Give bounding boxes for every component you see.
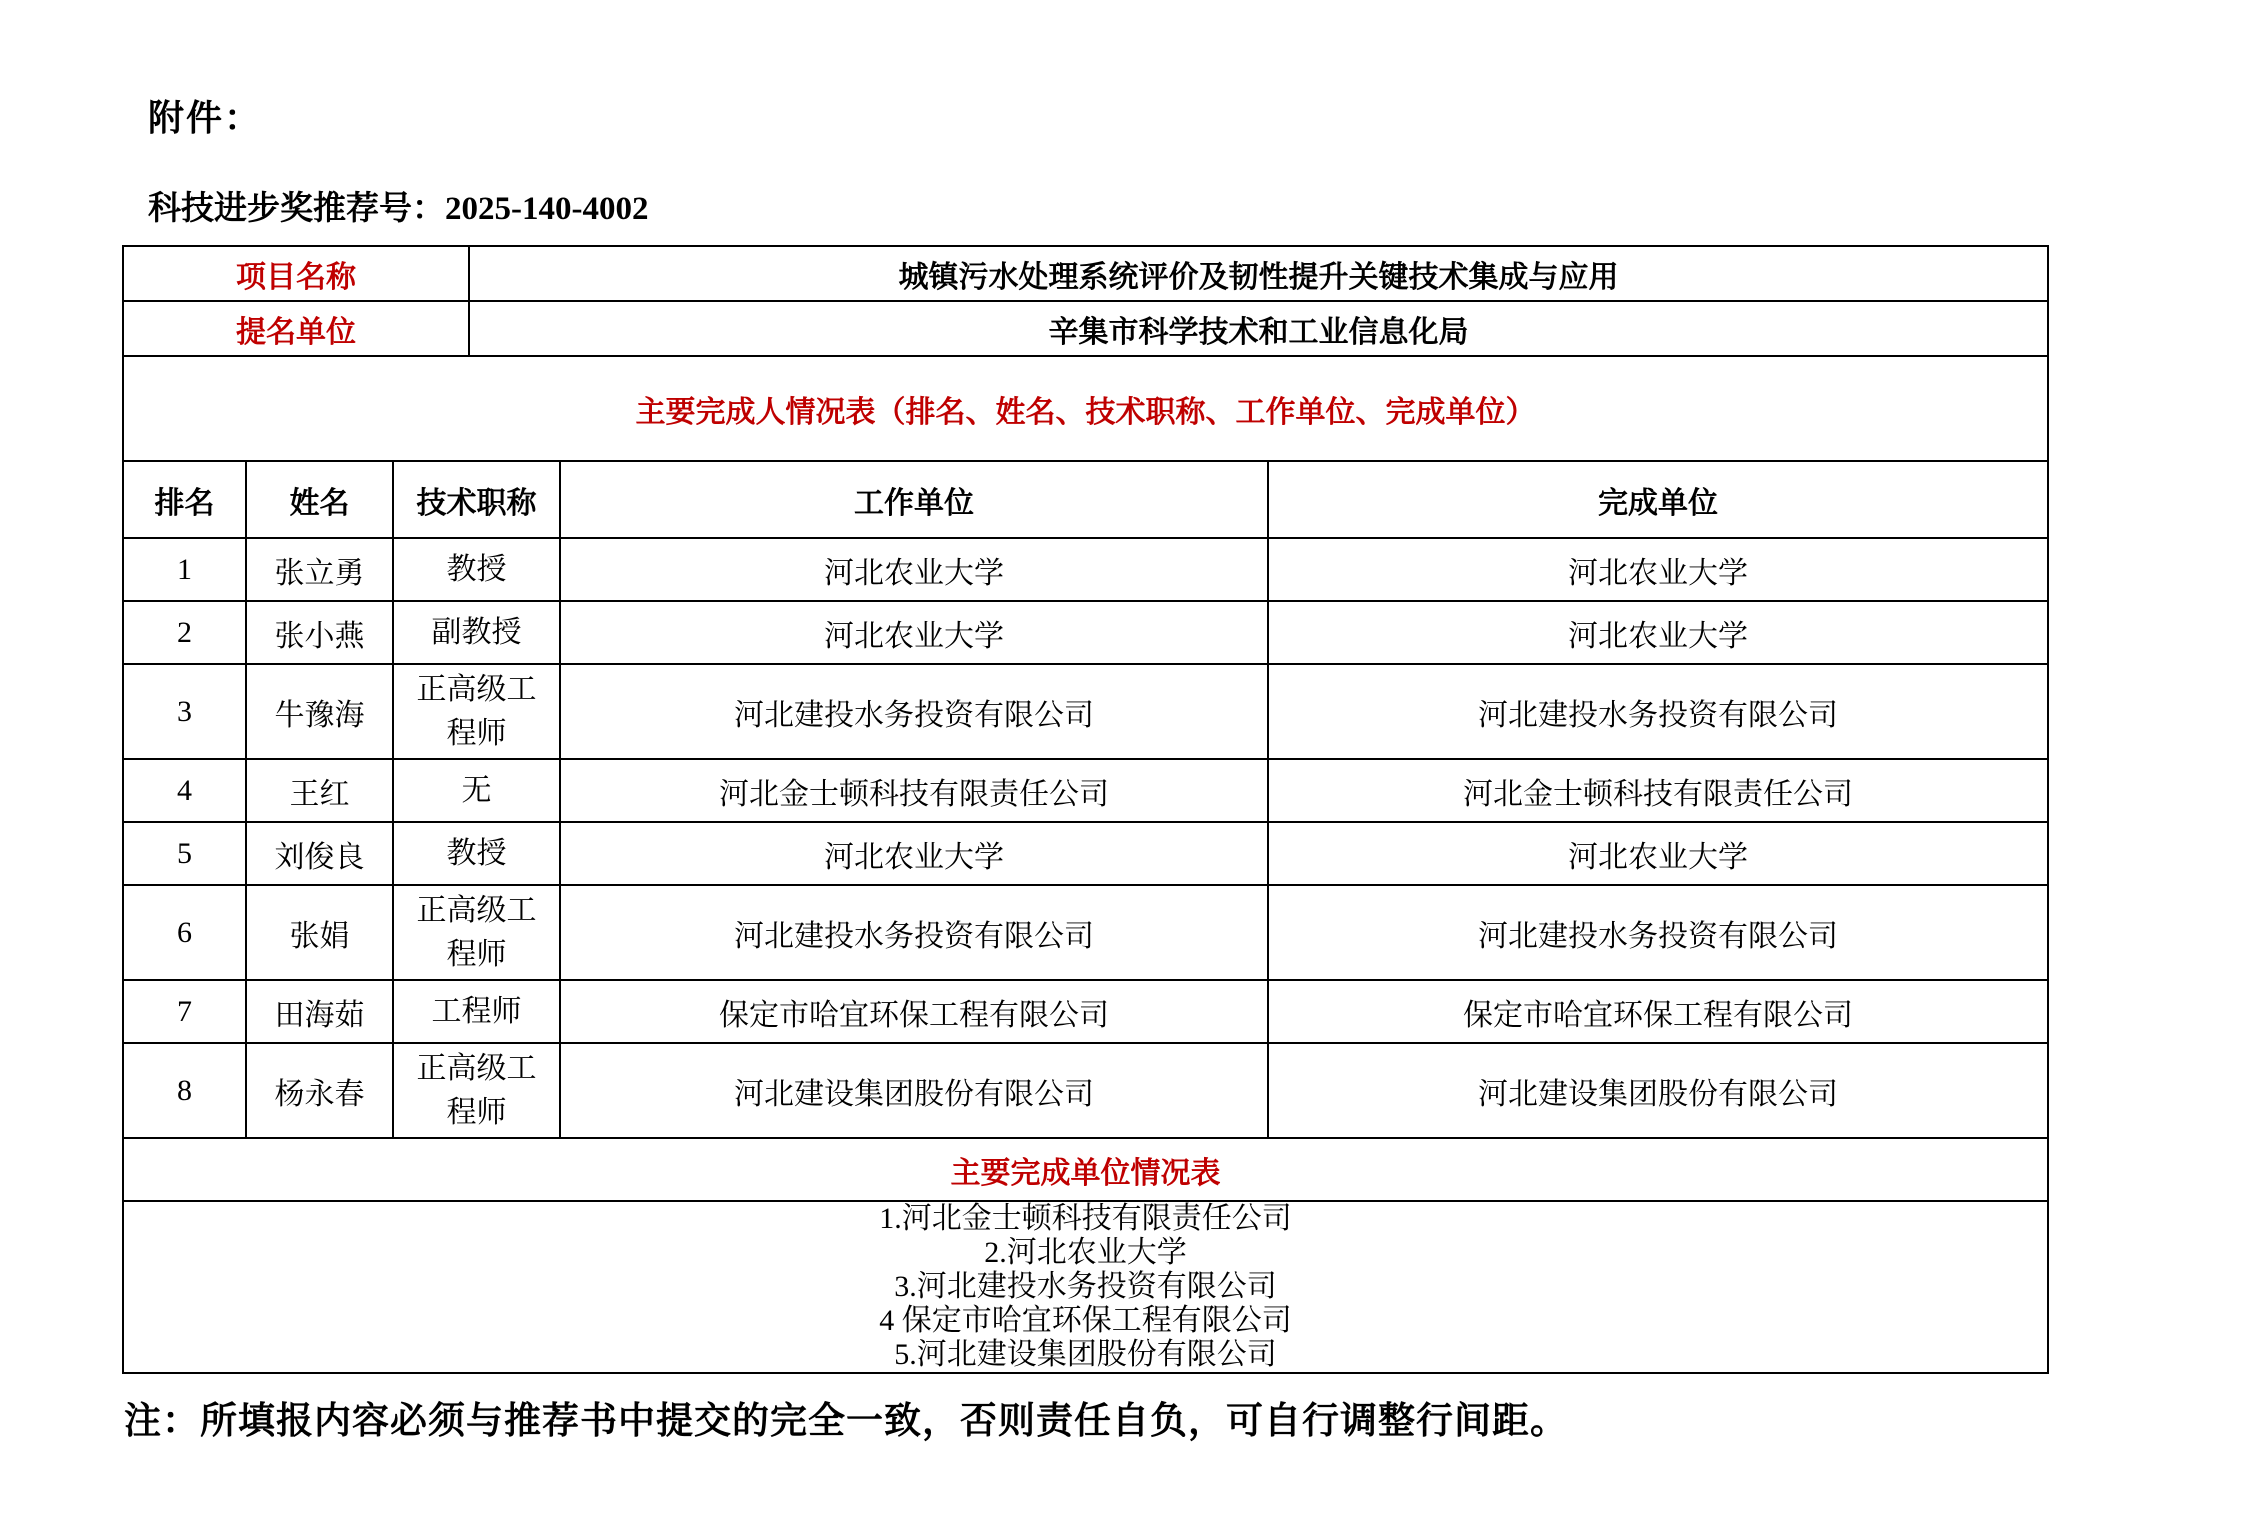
- table-row: [123, 1043, 2048, 1138]
- table-header-row: [123, 461, 2048, 538]
- table-row-project-name: [123, 246, 2048, 301]
- cell-rank: 8: [123, 1043, 246, 1138]
- cell-title: 教授: [393, 538, 560, 601]
- cell-completion-unit: 河北农业大学: [1268, 601, 2048, 664]
- cell-completion-unit: 保定市哈宜环保工程有限公司: [1268, 980, 2048, 1043]
- table-row: [123, 759, 2048, 822]
- attachment-heading: 附件：: [148, 98, 263, 138]
- table-row-nominating-unit: [123, 301, 2048, 356]
- header-rank: 排名: [123, 461, 246, 538]
- project-name-value: 城镇污水处理系统评价及韧性提升关键技术集成与应用: [469, 246, 2048, 301]
- unit-item: 4 保定市哈宜环保工程有限公司: [879, 1304, 1292, 1337]
- table-row: [123, 980, 2048, 1043]
- units-table-title: 主要完成单位情况表: [123, 1138, 2048, 1201]
- nominating-unit-value: 辛集市科学技术和工业信息化局: [469, 301, 2048, 356]
- cell-completion-unit: 河北建投水务投资有限公司: [1268, 664, 2048, 759]
- header-completion-unit: 完成单位: [1268, 461, 2048, 538]
- unit-item: 5.河北建设集团股份有限公司: [894, 1338, 1277, 1371]
- cell-title: 正高级工程师: [393, 1043, 560, 1138]
- cell-name: 杨永春: [246, 1043, 393, 1138]
- cell-name: 牛豫海: [246, 664, 393, 759]
- award-table: [122, 245, 2049, 1374]
- header-name: 姓名: [246, 461, 393, 538]
- project-name-label: 项目名称: [123, 246, 469, 301]
- cell-rank: 7: [123, 980, 246, 1043]
- cell-name: 张立勇: [246, 538, 393, 601]
- cell-rank: 5: [123, 822, 246, 885]
- cell-title: 工程师: [393, 980, 560, 1043]
- recommendation-number: 2025-140-4002: [445, 191, 649, 227]
- table-row-units-list: [123, 1201, 2048, 1373]
- cell-title: 教授: [393, 822, 560, 885]
- cell-completion-unit: 河北建投水务投资有限公司: [1268, 885, 2048, 980]
- units-list: [123, 1201, 2048, 1373]
- cell-name: 刘俊良: [246, 822, 393, 885]
- nominating-unit-label: 提名单位: [123, 301, 469, 356]
- cell-work-unit: 河北农业大学: [560, 538, 1268, 601]
- recommendation-line: [148, 182, 648, 229]
- cell-title: 正高级工程师: [393, 885, 560, 980]
- table-row: [123, 885, 2048, 980]
- cell-rank: 3: [123, 664, 246, 759]
- table-row-completers-title: [123, 356, 2048, 461]
- cell-completion-unit: 河北建设集团股份有限公司: [1268, 1043, 2048, 1138]
- table-row: [123, 601, 2048, 664]
- cell-name: 王红: [246, 759, 393, 822]
- table-row: [123, 538, 2048, 601]
- cell-work-unit: 河北农业大学: [560, 601, 1268, 664]
- cell-rank: 1: [123, 538, 246, 601]
- cell-completion-unit: 河北金士顿科技有限责任公司: [1268, 759, 2048, 822]
- unit-item: 1.河北金士顿科技有限责任公司: [879, 1202, 1292, 1235]
- cell-rank: 6: [123, 885, 246, 980]
- cell-work-unit: 河北农业大学: [560, 822, 1268, 885]
- unit-item: 3.河北建投水务投资有限公司: [894, 1270, 1277, 1303]
- cell-completion-unit: 河北农业大学: [1268, 538, 2048, 601]
- cell-work-unit: 河北建设集团股份有限公司: [560, 1043, 1268, 1138]
- recommendation-label: 科技进步奖推荐号：: [148, 191, 445, 227]
- table-row-units-title: [123, 1138, 2048, 1201]
- cell-title: 正高级工程师: [393, 664, 560, 759]
- cell-name: 田海茹: [246, 980, 393, 1043]
- cell-title: 副教授: [393, 601, 560, 664]
- header-title: 技术职称: [393, 461, 560, 538]
- cell-title: 无: [393, 759, 560, 822]
- table-row: [123, 664, 2048, 759]
- table-row: [123, 822, 2048, 885]
- unit-item: 2.河北农业大学: [984, 1236, 1187, 1269]
- cell-work-unit: 河北建投水务投资有限公司: [560, 664, 1268, 759]
- cell-work-unit: 保定市哈宜环保工程有限公司: [560, 980, 1268, 1043]
- cell-name: 张小燕: [246, 601, 393, 664]
- completers-table-title: 主要完成人情况表（排名、姓名、技术职称、工作单位、完成单位）: [123, 356, 2048, 461]
- cell-rank: 2: [123, 601, 246, 664]
- cell-completion-unit: 河北农业大学: [1268, 822, 2048, 885]
- cell-name: 张娟: [246, 885, 393, 980]
- cell-work-unit: 河北建投水务投资有限公司: [560, 885, 1268, 980]
- header-work-unit: 工作单位: [560, 461, 1268, 538]
- cell-rank: 4: [123, 759, 246, 822]
- cell-work-unit: 河北金士顿科技有限责任公司: [560, 759, 1268, 822]
- footer-note: 注：所填报内容必须与推荐书中提交的完全一致，否则责任自负，可自行调整行间距。: [124, 1401, 1568, 1442]
